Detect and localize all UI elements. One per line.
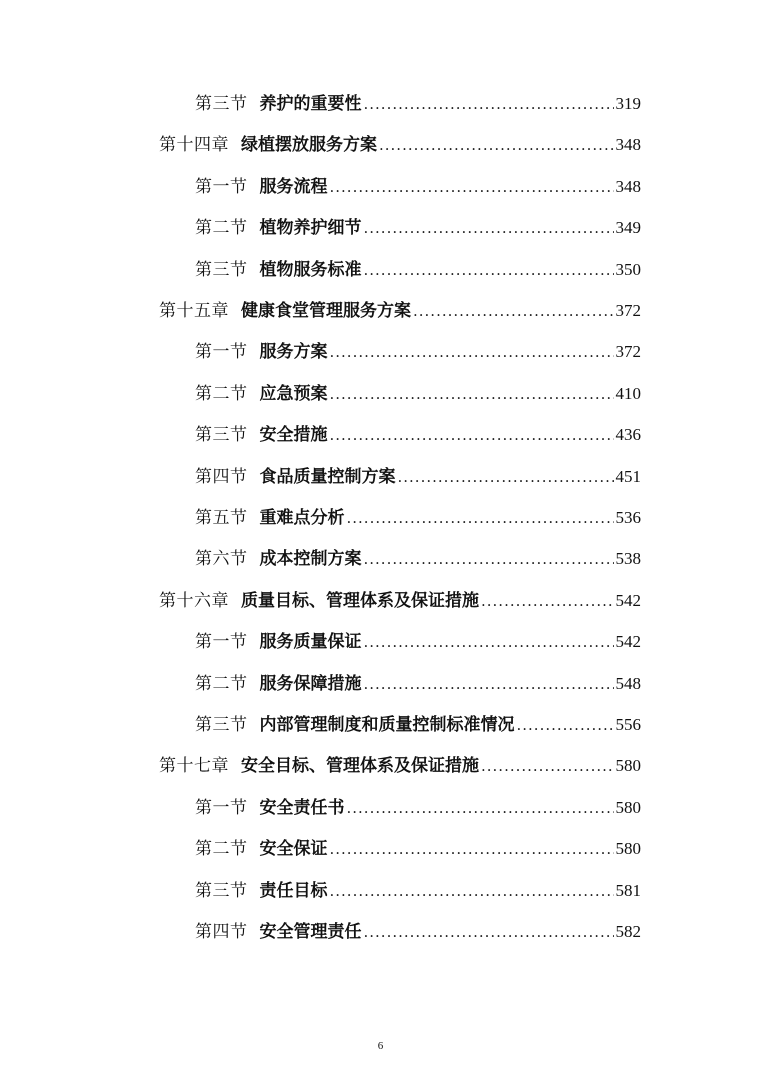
toc-entry-number: 第一节 <box>195 176 248 197</box>
toc-entry-page: 580 <box>615 839 641 859</box>
toc-entry <box>195 544 641 574</box>
toc-entry-page: 348 <box>615 176 641 196</box>
toc-entry-title: 质量目标、管理体系及保证措施 <box>241 590 479 611</box>
dot-leader <box>330 172 614 202</box>
toc-entry-number: 第三节 <box>195 94 248 114</box>
toc-entry <box>195 213 641 243</box>
toc-entry-number: 第一节 <box>195 797 248 818</box>
toc-entry-number: 第二节 <box>195 839 248 860</box>
toc-entry <box>195 255 641 285</box>
toc-entry-page: 372 <box>615 342 641 362</box>
dot-leader <box>364 544 614 574</box>
toc-entry <box>195 627 641 657</box>
dot-leader <box>364 255 614 285</box>
toc-entry-page: 319 <box>615 94 641 113</box>
toc-entry <box>195 89 641 119</box>
toc-entry-page: 580 <box>615 797 641 817</box>
toc-entry-number: 第一节 <box>195 632 248 653</box>
toc-entry-page: 536 <box>615 508 641 527</box>
dot-leader <box>347 503 614 533</box>
dot-leader <box>347 793 614 823</box>
toc-entry-page: 581 <box>615 880 641 900</box>
dot-leader <box>481 586 614 616</box>
toc-entry-number: 第三节 <box>195 715 248 735</box>
dot-leader <box>330 337 614 367</box>
toc-entry-title: 健康食堂管理服务方案 <box>241 301 411 321</box>
toc-entry-title: 服务流程 <box>259 176 328 197</box>
toc-entry-number: 第三节 <box>195 259 248 280</box>
toc-entry <box>195 834 641 864</box>
toc-entry-number: 第三节 <box>195 880 248 901</box>
toc-entry <box>159 751 641 781</box>
toc-entry-title: 应急预案 <box>259 383 328 404</box>
toc-entry-title: 安全责任书 <box>259 797 345 818</box>
toc-entry <box>195 172 641 202</box>
toc-entry-number: 第二节 <box>195 673 248 694</box>
toc-entry-number: 第四节 <box>195 466 248 487</box>
dot-leader <box>364 917 614 947</box>
toc-entry-page: 582 <box>615 922 641 941</box>
dot-leader <box>364 213 614 243</box>
dot-leader <box>364 627 614 657</box>
toc-entry-number: 第六节 <box>195 549 248 570</box>
toc-entry <box>195 337 641 367</box>
toc-entry <box>195 503 641 533</box>
toc-entry-page: 410 <box>615 383 641 403</box>
toc-entry-title: 食品质量控制方案 <box>259 466 396 487</box>
toc-entry <box>195 793 641 823</box>
toc-entry <box>159 586 641 616</box>
toc-entry-number: 第二节 <box>195 383 248 404</box>
toc-entry-number: 第五节 <box>195 508 248 528</box>
dot-leader <box>330 834 614 864</box>
toc-entry-title: 服务保障措施 <box>259 673 362 694</box>
toc-entry-page: 542 <box>615 632 641 652</box>
toc-entry-page: 436 <box>615 425 641 445</box>
dot-leader <box>330 420 614 450</box>
toc-entry <box>195 669 641 699</box>
toc-entry-page: 556 <box>615 715 641 734</box>
toc-entry-page: 348 <box>615 135 641 155</box>
toc-entry-page: 451 <box>615 466 641 486</box>
toc-entry-title: 养护的重要性 <box>259 94 362 114</box>
toc-entry-title: 服务方案 <box>259 342 328 363</box>
dot-leader <box>364 89 614 119</box>
toc-entry-title: 安全管理责任 <box>259 922 362 942</box>
toc-entry-page: 542 <box>615 590 641 610</box>
dot-leader <box>517 710 614 740</box>
toc-entry-number: 第三节 <box>195 425 248 446</box>
toc-entry-title: 植物服务标准 <box>259 259 362 280</box>
toc-entry <box>195 420 641 450</box>
toc-entry-title: 内部管理制度和质量控制标准情况 <box>259 715 515 735</box>
toc-entry-number: 第四节 <box>195 922 248 942</box>
toc-entry-title: 安全保证 <box>259 839 328 860</box>
toc-entry <box>195 379 641 409</box>
page-number: 6 <box>377 1040 384 1052</box>
toc-entry-title: 绿植摆放服务方案 <box>241 135 377 156</box>
dot-leader <box>398 462 614 492</box>
toc-entry <box>195 462 641 492</box>
toc-entry-number: 第十四章 <box>159 135 229 156</box>
dot-leader <box>364 669 614 699</box>
dot-leader <box>330 876 614 906</box>
toc-entry-page: 372 <box>615 301 641 320</box>
toc-entry-number: 第十五章 <box>159 301 229 321</box>
toc-entry-title: 安全目标、管理体系及保证措施 <box>241 756 479 777</box>
toc-entry-page: 350 <box>615 259 641 279</box>
toc-entry-title: 服务质量保证 <box>259 632 362 653</box>
toc-entry-title: 安全措施 <box>259 425 328 446</box>
toc-entry <box>195 876 641 906</box>
toc-entry-number: 第十七章 <box>159 756 229 777</box>
toc-entry <box>159 296 641 326</box>
dot-leader <box>379 130 614 160</box>
toc-entry <box>159 130 641 160</box>
toc-entry-number: 第一节 <box>195 342 248 363</box>
dot-leader <box>481 751 614 781</box>
toc-entry-page: 349 <box>615 218 641 238</box>
toc-entry <box>195 917 641 947</box>
toc-entry-title: 成本控制方案 <box>259 549 362 570</box>
toc-entry-title: 植物养护细节 <box>259 218 362 239</box>
dot-leader <box>330 379 614 409</box>
toc-entry-page: 580 <box>615 756 641 776</box>
toc-entry-title: 责任目标 <box>259 880 328 901</box>
toc-entry-number: 第二节 <box>195 218 248 239</box>
dot-leader <box>413 296 614 326</box>
toc-entry-page: 538 <box>615 549 641 569</box>
toc-entry-page: 548 <box>615 673 641 693</box>
toc-entry-title: 重难点分析 <box>259 508 345 528</box>
toc-entry-number: 第十六章 <box>159 590 229 611</box>
toc-entry <box>195 710 641 740</box>
